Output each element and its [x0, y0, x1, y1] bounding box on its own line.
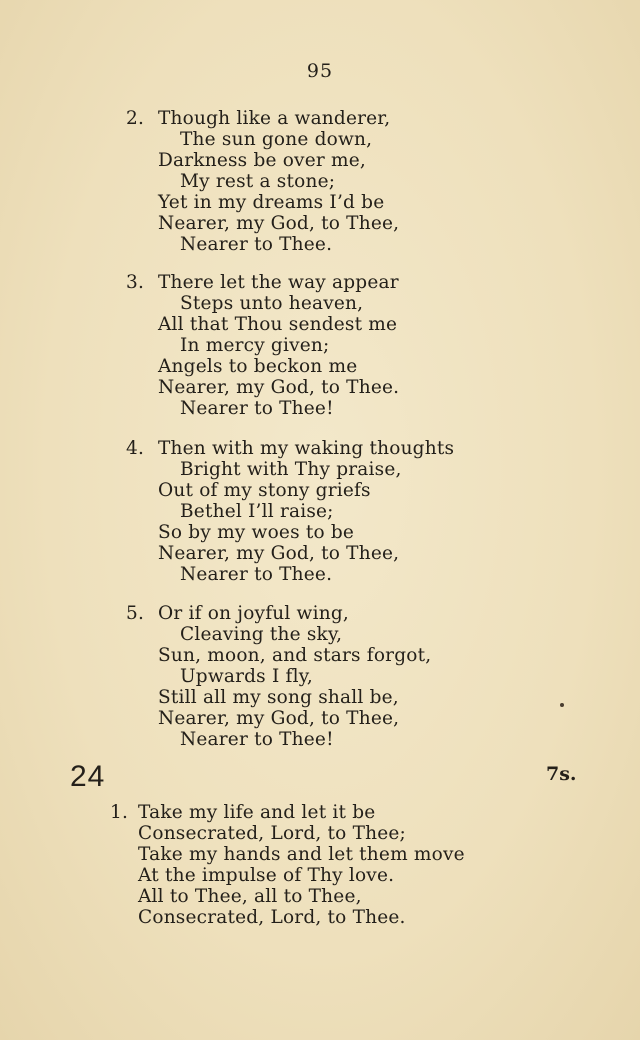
verse-line: Out of my stony griefs: [158, 480, 371, 501]
verse-line: Nearer, my God, to Thee.: [158, 377, 400, 398]
verse-line: So by my woes to be: [158, 522, 355, 543]
verse-line: My rest a stone;: [180, 171, 336, 192]
verse-line: At the impulse of Thy love.: [138, 865, 395, 886]
verse-line: Steps unto heaven,: [180, 293, 364, 314]
verse-line: Consecrated, Lord, to Thee;: [138, 823, 406, 844]
verse-number: 3.: [126, 272, 145, 293]
verse-line: In mercy given;: [180, 335, 330, 356]
verse-line: Then with my waking thoughts: [158, 438, 455, 459]
verse-line: Consecrated, Lord, to Thee.: [138, 907, 406, 928]
verse-line: Angels to beckon me: [158, 356, 358, 377]
verse-number: 4.: [126, 438, 145, 459]
hymn-24-verse-1: [110, 802, 465, 928]
verse-line: Darkness be over me,: [158, 150, 366, 171]
verse-5: [126, 603, 432, 750]
verse-line: Cleaving the sky,: [180, 624, 343, 645]
verse-line: Nearer, my God, to Thee,: [158, 543, 400, 564]
page-number: 95: [306, 60, 334, 82]
verse-4: [126, 438, 455, 585]
verse-line: Nearer to Thee!: [180, 729, 334, 750]
verse-2: [126, 108, 400, 255]
verse-line: Bethel I’ll raise;: [180, 501, 334, 522]
verse-3: [126, 272, 400, 419]
verse-line: Bright with Thy praise,: [180, 459, 402, 480]
verse-line: Nearer to Thee!: [180, 398, 334, 419]
verse-line: Nearer to Thee.: [180, 234, 333, 255]
verse-line: Upwards I fly,: [180, 666, 313, 687]
verse-number: 2.: [126, 108, 145, 129]
verse-line: Sun, moon, and stars forgot,: [158, 645, 432, 666]
verse-line: Nearer, my God, to Thee,: [158, 708, 400, 729]
verse-line: Though like a wanderer,: [158, 108, 391, 129]
verse-line: All that Thou sendest me: [158, 314, 398, 335]
verse-line: Yet in my dreams I’d be: [158, 192, 385, 213]
verse-line: All to Thee, all to Thee,: [138, 886, 362, 907]
hymn-meter: 7s.: [546, 763, 577, 785]
verse-line: There let the way appear: [158, 272, 399, 293]
verse-line: Nearer to Thee.: [180, 564, 333, 585]
verse-line: The sun gone down,: [180, 129, 373, 150]
verse-line: Still all my song shall be,: [158, 687, 399, 708]
verse-line: Take my life and let it be: [138, 802, 376, 823]
verse-line: Nearer, my God, to Thee,: [158, 213, 400, 234]
verse-line: Or if on joyful wing,: [158, 603, 349, 624]
verse-line: Take my hands and let them move: [138, 844, 465, 865]
verse-number: 5.: [126, 603, 145, 624]
verse-number: 1.: [110, 802, 129, 823]
paper-speck: [560, 703, 564, 707]
hymn-number: 24: [70, 760, 106, 793]
